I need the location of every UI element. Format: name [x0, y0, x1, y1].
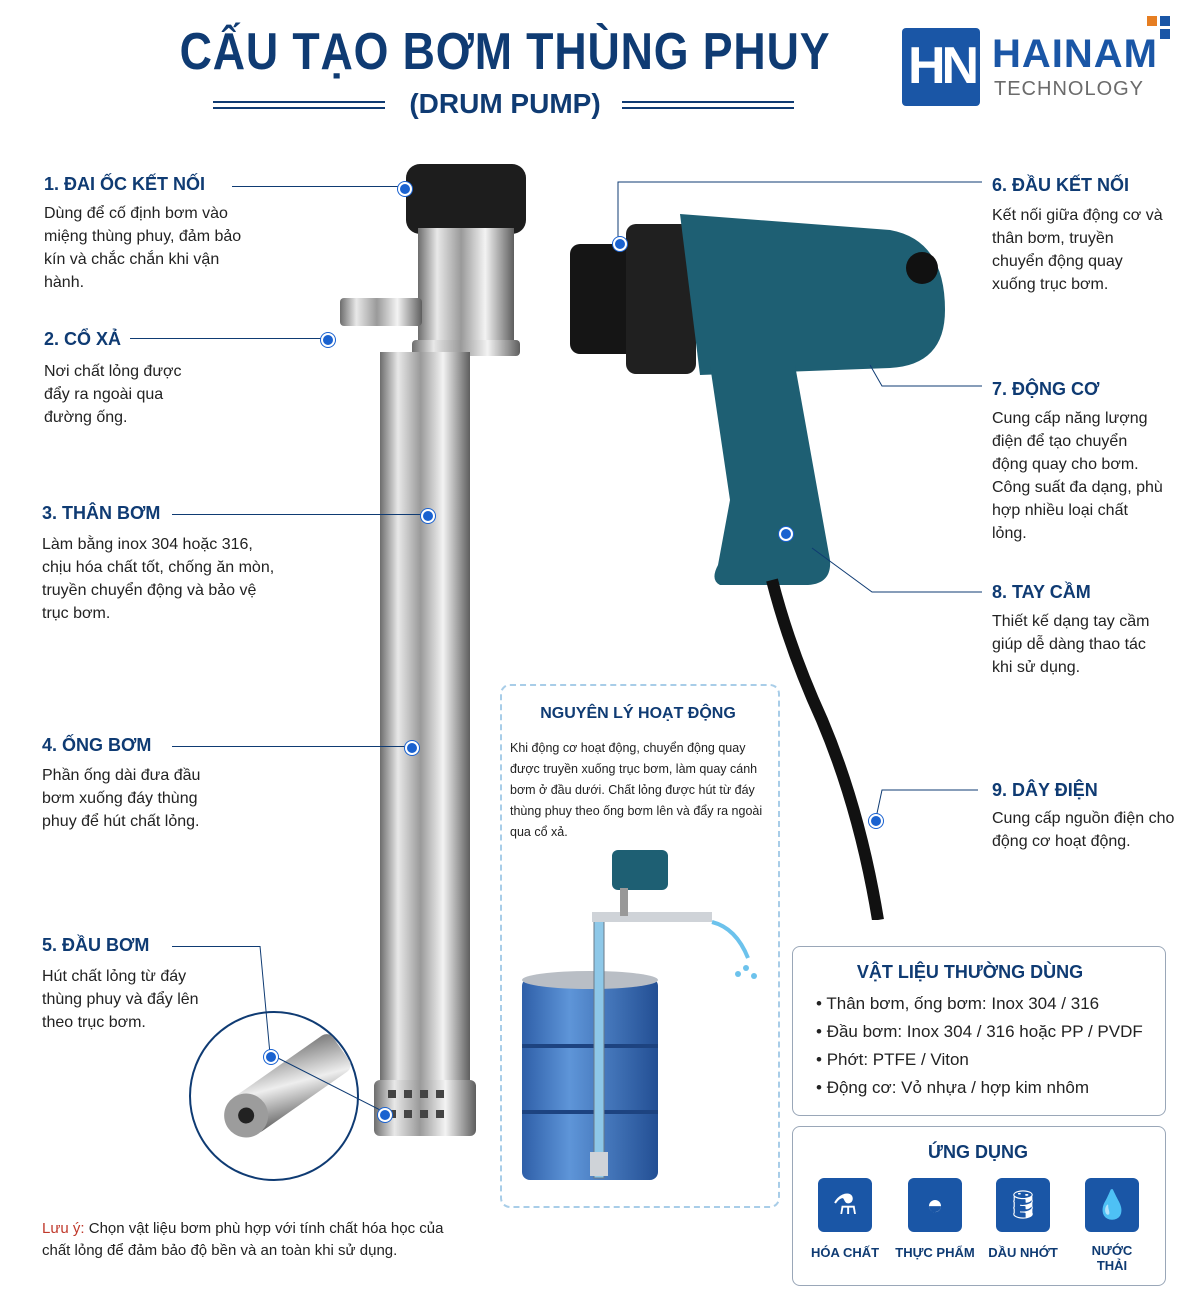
- part-title-coupling: 6. ĐẦU KẾT NỐI: [992, 175, 1130, 195]
- application-label: HÓA CHẤT: [810, 1245, 880, 1260]
- title-rule-right: [622, 101, 794, 103]
- motor-leader-lines: [612, 180, 1002, 600]
- marker-dot: [378, 1108, 392, 1122]
- title-rule-left-2: [213, 107, 385, 109]
- part-title-nut: 1. ĐAI ỐC KẾT NỐI: [44, 174, 206, 194]
- drum-diagram: [516, 848, 766, 1188]
- materials-item: • Thân bơm, ống bơm: Inox 304 / 316: [816, 990, 1156, 1018]
- principle-title: NGUYÊN LÝ HOẠT ĐỘNG: [540, 705, 736, 722]
- oil-can-icon: 🛢: [996, 1178, 1050, 1232]
- part-title-motor: 7. ĐỘNG CƠ: [992, 379, 1100, 399]
- materials-list: [816, 990, 1156, 1102]
- marker-dot: [869, 814, 883, 828]
- outlet-spout-shape: [340, 298, 422, 326]
- logo-accent-square: [1160, 16, 1170, 26]
- water-drop-icon: 💧: [1085, 1178, 1139, 1232]
- application-label: DẦU NHỚT: [988, 1245, 1058, 1260]
- materials-item: • Động cơ: Vỏ nhựa / hợp kim nhôm: [816, 1074, 1156, 1102]
- marker-dot: [398, 182, 412, 196]
- marker-dot: [421, 509, 435, 523]
- leader-line: [172, 946, 260, 947]
- materials-title: VẬT LIỆU THƯỜNG DÙNG: [856, 962, 1084, 982]
- note-label: Lưu ý:: [42, 1220, 85, 1237]
- mini-motor-shape: [612, 850, 668, 890]
- title-rule-left: [213, 101, 385, 103]
- marker-dot: [613, 237, 627, 251]
- pump-head-leader-lines: [256, 944, 396, 1119]
- logo-accent-square: [1147, 16, 1157, 26]
- note: [42, 1218, 462, 1262]
- part-title-cable: 9. DÂY ĐIỆN: [992, 780, 1098, 800]
- application-label: THỰC PHẨM: [895, 1245, 975, 1260]
- part-desc-head: Hút chất lỏng từ đáy thùng phuy và đẩy lên theo trục bơm.: [42, 968, 199, 1031]
- part-desc-nut: Dùng để cố định bơm vào miệng thùng phuy, đảm bảo kín và chắc chắn khi vận hành.: [44, 205, 242, 291]
- note-text: Chọn vật liệu bơm phù hợp với tính chất hóa học của chất lỏng để đảm bảo độ bền và an toàn khi sử dụng.: [42, 1220, 444, 1259]
- drum-shape: [522, 978, 658, 1180]
- applications-title: ỨNG DỤNG: [928, 1142, 1028, 1162]
- materials-item: • Đầu bơm: Inox 304 / 316 hoặc PP / PVDF: [816, 1018, 1156, 1046]
- cable-shape: [772, 580, 878, 920]
- application-label: NƯỚC THẢI: [1091, 1243, 1133, 1273]
- part-desc-outlet: Nơi chất lỏng được đẩy ra ngoài qua đường ống.: [44, 363, 182, 426]
- leader-line: [172, 746, 410, 747]
- part-title-handle: 8. TAY CẦM: [992, 582, 1091, 602]
- marker-dot: [321, 333, 335, 347]
- part-desc-body: Làm bằng inox 304 hoặc 316, chịu hóa chất tốt, chống ăn mòn, truyền chuyển động và bảo vệ trục bơm.: [42, 536, 275, 622]
- part-desc-motor: Cung cấp năng lượng điện để tạo chuyển động quay cho bơm. Công suất đa dạng, phù hợp nhiều loại chất lỏng.: [992, 410, 1163, 542]
- title-rule-right-2: [622, 107, 794, 109]
- food-icon: ◓: [908, 1178, 962, 1232]
- page-title: CẤU TẠO BƠM THÙNG PHUY: [179, 23, 831, 81]
- brand-name: HAINAM: [992, 32, 1158, 76]
- part-title-outlet: 2. CỔ XẢ: [44, 329, 122, 349]
- marker-dot: [264, 1050, 278, 1064]
- marker-dot: [405, 741, 419, 755]
- part-title-body: 3. THÂN BƠM: [42, 503, 161, 523]
- part-desc-coupling: Kết nối giữa động cơ và thân bơm, truyền chuyển động quay xuống trục bơm.: [992, 207, 1163, 293]
- cable-leader-line: [868, 784, 980, 824]
- leader-line: [172, 514, 426, 515]
- part-title-head: 5. ĐẦU BƠM: [42, 935, 150, 955]
- connection-nut-shape: [406, 164, 526, 234]
- brand-tagline: TECHNOLOGY: [994, 78, 1145, 100]
- page-subtitle: (DRUM PUMP): [409, 88, 601, 119]
- materials-item: • Phớt: PTFE / Viton: [816, 1046, 1156, 1074]
- part-title-tube: 4. ỐNG BƠM: [42, 735, 152, 755]
- part-desc-tube: Phần ống dài đưa đầu bơm xuống đáy thùng phuy để hút chất lỏng.: [42, 767, 201, 830]
- principle-text: Khi động cơ hoạt động, chuyển động quay được truyền xuống trục bơm, làm quay cánh bơm ở đầu dưới. Chất lỏng được hút từ đáy thùng phuy theo ống bơm lên và đẩy ra ngoài qua cổ xả.: [510, 741, 763, 839]
- part-desc-handle: Thiết kế dạng tay cầm giúp dễ dàng thao tác khi sử dụng.: [992, 613, 1150, 676]
- flask-icon: ⚗: [818, 1178, 872, 1232]
- leader-line: [130, 338, 326, 339]
- part-desc-cable: Cung cấp nguồn điện cho động cơ hoạt động.: [992, 810, 1175, 850]
- marker-dot: [779, 527, 793, 541]
- logo-accent-square: [1160, 29, 1170, 39]
- leader-line: [232, 186, 402, 187]
- brand-logo-icon: HN: [902, 28, 980, 106]
